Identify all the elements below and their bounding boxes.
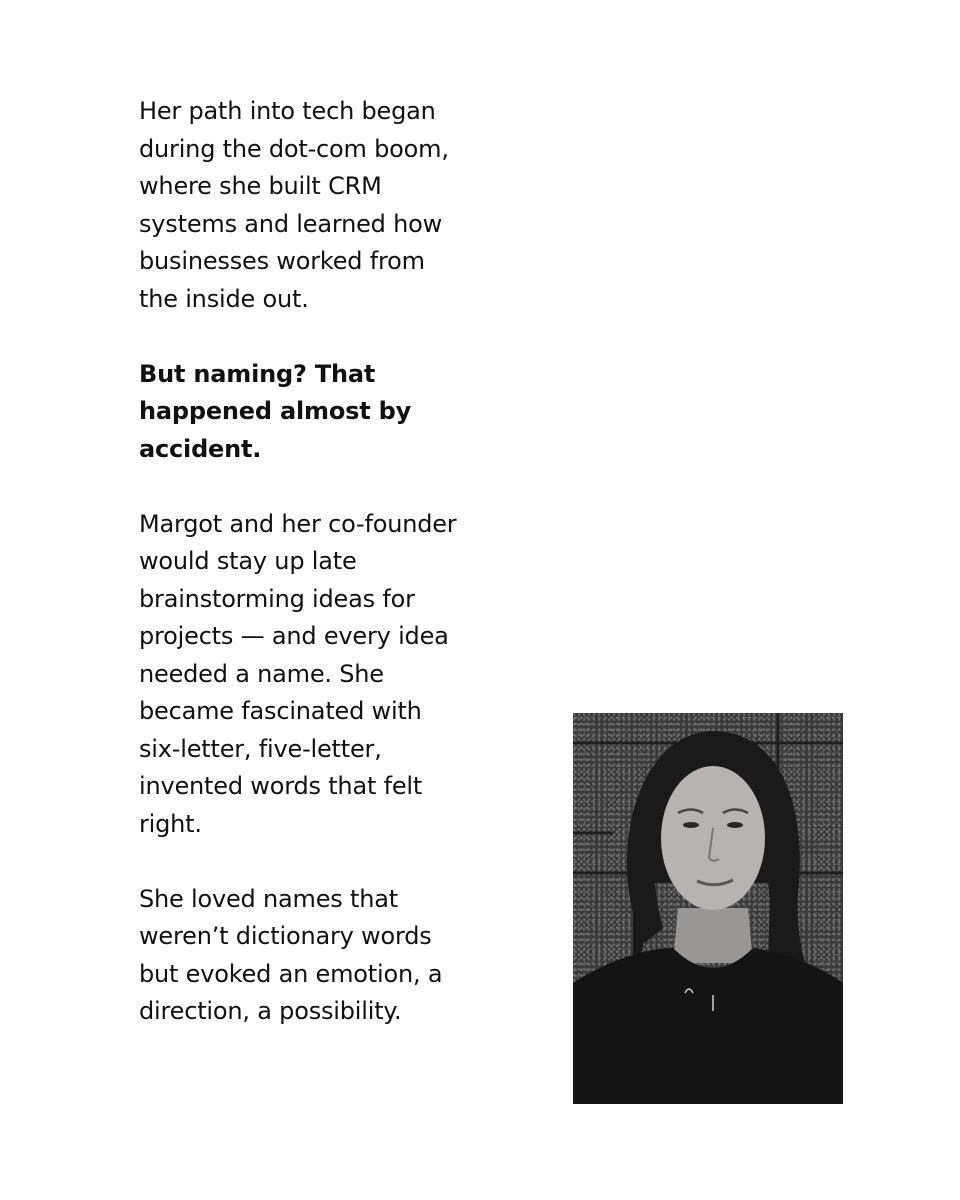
- paragraph-naming-question: But naming? That happened almost by accident.: [139, 359, 412, 463]
- article-text: [139, 93, 479, 1068]
- paragraph-career-origin: Her path into tech began during the dot-com boom, where she built CRM systems and learned how businesses worked from the inside out.: [139, 97, 449, 313]
- portrait-illustration: [573, 713, 843, 1104]
- paragraph-invented-names: She loved names that weren’t dictionary words but evoked an emotion, a direction, a possibility.: [139, 884, 443, 1025]
- paragraph-brainstorming: Margot and her co-founder would stay up late brainstorming ideas for projects — and every idea needed a name. She became fascinated with six-letter, five-letter, invented words that felt right.: [139, 509, 457, 838]
- portrait-photo: [573, 713, 843, 1104]
